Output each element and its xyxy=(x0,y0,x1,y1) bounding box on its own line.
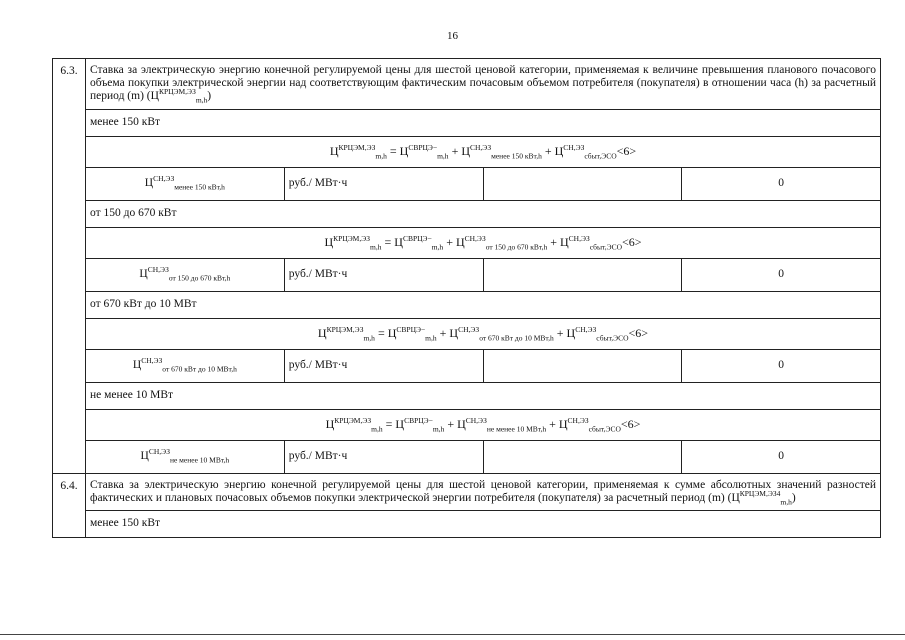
formula-term-2 xyxy=(455,233,548,252)
component-symbol xyxy=(139,265,231,283)
symbol-base: Ц xyxy=(132,359,142,372)
component-symbol xyxy=(144,174,225,192)
symbol-base: Ц xyxy=(554,143,564,158)
formula-row xyxy=(53,409,881,440)
symbol-superscript: СН,ЭЗ xyxy=(465,415,487,425)
symbol-subscript: m,h xyxy=(363,333,375,343)
component-symbol-cell xyxy=(86,258,285,291)
category-label: менее 150 кВт xyxy=(86,109,881,136)
symbol-base: Ц xyxy=(461,143,471,158)
symbol-superscript: СВРЦЭ− xyxy=(396,324,426,334)
symbol-base: Ц xyxy=(140,450,149,463)
symbol-superscript: КРЦЭМ,ЭЗ xyxy=(338,142,376,152)
section-title-text: Ставка за электрическую энергию конечной регулируемой цены для шестой ценовой категории, применяемая к величине превышения планового почасового объема покупки электрической энергии над соответствующим фактическим почасовым объемом потребителя (покупателя) в отношении часа (h) за расчетный период (m) ( xyxy=(90,64,876,103)
formula-term-3 xyxy=(560,233,622,252)
symbol-superscript: СН,ЭЗ xyxy=(470,142,492,152)
section-title-end: ) xyxy=(207,90,212,103)
empty-cell xyxy=(483,349,682,382)
symbol-subscript: m,h xyxy=(780,497,792,507)
symbol-subscript: m,h xyxy=(371,424,383,434)
value-cell: 0 xyxy=(682,167,881,200)
formula-lhs xyxy=(324,233,382,252)
formula-row xyxy=(53,318,881,349)
value-cell: 0 xyxy=(682,258,881,291)
section-number: 6.4. xyxy=(53,473,86,537)
formula-plus: + xyxy=(546,416,559,431)
empty-cell xyxy=(483,167,682,200)
component-symbol xyxy=(140,447,230,465)
symbol-subscript: не менее 10 МВт,h xyxy=(169,455,230,465)
formula-row xyxy=(53,227,881,258)
formula-lhs xyxy=(317,324,375,343)
symbol-superscript: СВРЦЭ− xyxy=(404,415,433,425)
category-label: от 670 кВт до 10 МВт xyxy=(86,291,881,318)
symbol-base: Ц xyxy=(144,177,154,190)
symbol-base: Ц xyxy=(150,90,159,103)
value-row xyxy=(53,349,881,382)
formula-lhs xyxy=(329,142,387,161)
symbol-superscript: СН,ЭЗ xyxy=(148,447,170,457)
symbol-superscript: СН,ЭЗ xyxy=(464,233,486,243)
formula-term-1 xyxy=(387,324,437,343)
symbol-superscript: СН,ЭЗ xyxy=(153,174,175,184)
unit-cell: руб./ МВт·ч xyxy=(284,167,483,200)
category-label: менее 150 кВт xyxy=(86,511,881,538)
formula-term-3 xyxy=(558,415,621,434)
formula-footnote-ref: <6> xyxy=(622,234,642,249)
formula xyxy=(86,409,881,440)
component-symbol-cell xyxy=(86,167,285,200)
symbol-subscript: сбыт,ЭСО xyxy=(596,333,629,343)
symbol-superscript: СН,ЭЗ xyxy=(563,142,585,152)
symbol-superscript: СВРЦЭ− xyxy=(408,142,438,152)
symbol-subscript: от 150 до 670 кВт,h xyxy=(168,273,231,283)
section-title-symbol xyxy=(150,87,208,105)
empty-cell xyxy=(483,258,682,291)
formula xyxy=(86,136,881,167)
symbol-base: Ц xyxy=(329,143,339,158)
section-number: 6.3. xyxy=(53,59,86,474)
symbol-subscript: m,h xyxy=(437,151,449,161)
formula-term-1 xyxy=(394,233,444,252)
symbol-base: Ц xyxy=(387,325,397,340)
formula-term-1 xyxy=(395,415,445,434)
symbol-base: Ц xyxy=(395,416,405,431)
symbol-superscript: СН,ЭЗ xyxy=(568,233,590,243)
symbol-subscript: от 150 до 670 кВт,h xyxy=(485,242,548,252)
formula-term-3 xyxy=(554,142,617,161)
symbol-base: Ц xyxy=(455,234,465,249)
formula-plus: + xyxy=(541,143,555,158)
symbol-base: Ц xyxy=(325,416,335,431)
symbol-superscript: СН,ЭЗ xyxy=(567,415,589,425)
section-title xyxy=(86,59,881,110)
unit-cell: руб./ МВт·ч xyxy=(284,440,483,473)
formula xyxy=(86,227,881,258)
category-row xyxy=(53,511,881,538)
formula-plus: + xyxy=(436,325,450,340)
symbol-subscript: не менее 10 МВт,h xyxy=(486,424,547,434)
category-row xyxy=(53,109,881,136)
formula-footnote-ref: <6> xyxy=(628,325,649,340)
page-number: 16 xyxy=(447,30,458,42)
symbol-subscript: m,h xyxy=(375,151,387,161)
formula-term-2 xyxy=(457,415,547,434)
unit-cell: руб./ МВт·ч xyxy=(284,258,483,291)
symbol-superscript: СН,ЭЗ xyxy=(147,265,169,275)
component-symbol xyxy=(132,356,237,374)
formula-lhs xyxy=(325,415,383,434)
category-row xyxy=(53,382,881,409)
category-row xyxy=(53,291,881,318)
symbol-superscript: СН,ЭЗ xyxy=(458,324,480,334)
value-row xyxy=(53,258,881,291)
formula-plus: + xyxy=(448,143,462,158)
formula-equals: = xyxy=(374,325,388,340)
symbol-subscript: m,h xyxy=(370,242,382,252)
symbol-subscript: m,h xyxy=(432,424,445,434)
component-symbol-cell xyxy=(86,440,285,473)
symbol-base: Ц xyxy=(731,491,740,504)
symbol-subscript: сбыт,ЭСО xyxy=(589,242,622,252)
symbol-subscript: менее 150 кВт,h xyxy=(491,151,542,161)
symbol-subscript: от 670 кВт до 10 МВт,h xyxy=(479,333,554,343)
value-row xyxy=(53,440,881,473)
symbol-subscript: m,h xyxy=(425,333,437,343)
category-row xyxy=(53,200,881,227)
formula-term-2 xyxy=(449,324,554,343)
section-title-row xyxy=(53,59,881,110)
formula-row xyxy=(53,136,881,167)
formula-plus: + xyxy=(553,325,567,340)
empty-cell xyxy=(483,440,682,473)
symbol-superscript: КРЦЭМ,ЭЗ4 xyxy=(739,489,781,499)
section-title-symbol xyxy=(731,489,792,507)
symbol-subscript: сбыт,ЭСО xyxy=(584,151,617,161)
symbol-base: Ц xyxy=(560,234,569,249)
formula-plus: + xyxy=(444,416,458,431)
symbol-subscript: сбыт,ЭСО xyxy=(588,424,621,434)
symbol-superscript: СН,ЭЗ xyxy=(575,324,597,334)
formula-equals: = xyxy=(382,416,396,431)
symbol-base: Ц xyxy=(399,143,409,158)
symbol-subscript: менее 150 кВт,h xyxy=(174,182,225,192)
formula-equals: = xyxy=(386,143,400,158)
category-label: от 150 до 670 кВт xyxy=(86,200,881,227)
category-label: не менее 10 МВт xyxy=(86,382,881,409)
symbol-base: Ц xyxy=(394,234,403,249)
section-title xyxy=(86,473,881,510)
formula-plus: + xyxy=(547,234,560,249)
symbol-superscript: КРЦЭМ,ЭЗ xyxy=(158,87,196,97)
formula xyxy=(86,318,881,349)
page-bottom-rule xyxy=(0,634,905,635)
section-title-row xyxy=(53,473,881,510)
value-cell: 0 xyxy=(682,349,881,382)
formula-plus: + xyxy=(443,234,456,249)
formula-term-3 xyxy=(566,324,629,343)
symbol-subscript: m,h xyxy=(195,95,208,105)
symbol-superscript: КРЦЭМ,ЭЗ xyxy=(326,324,364,334)
unit-cell: руб./ МВт·ч xyxy=(284,349,483,382)
symbol-superscript: КРЦЭМ,ЭЗ xyxy=(334,415,372,425)
section-title-end: ) xyxy=(791,491,796,504)
symbol-base: Ц xyxy=(324,234,334,249)
symbol-superscript: СВРЦЭ− xyxy=(402,233,432,243)
component-symbol-cell xyxy=(86,349,285,382)
symbol-base: Ц xyxy=(558,416,568,431)
formula-term-1 xyxy=(399,142,449,161)
value-row xyxy=(53,167,881,200)
symbol-base: Ц xyxy=(317,325,327,340)
symbol-base: Ц xyxy=(449,325,459,340)
symbol-base: Ц xyxy=(139,268,148,281)
section-title-text: Ставка за электрическую энергию конечной регулируемой цены для шестой ценовой категории, применяемая к сумме абсолютных значений разностей фактических и плановых почасовых объемов покупки электрической энергии потребителя (покупателя) за расчетный период (m) ( xyxy=(90,478,876,504)
formula-term-2 xyxy=(461,142,542,161)
symbol-superscript: КРЦЭМ,ЭЗ xyxy=(333,233,371,243)
symbol-superscript: СН,ЭЗ xyxy=(141,356,163,366)
formula-equals: = xyxy=(381,234,395,249)
symbol-base: Ц xyxy=(457,416,466,431)
formula-footnote-ref: <6> xyxy=(620,416,641,431)
formula-footnote-ref: <6> xyxy=(616,143,637,158)
symbol-subscript: от 670 кВт до 10 МВт,h xyxy=(162,364,237,374)
symbol-base: Ц xyxy=(566,325,576,340)
tariff-table xyxy=(52,58,881,538)
value-cell: 0 xyxy=(682,440,881,473)
symbol-subscript: m,h xyxy=(431,242,444,252)
